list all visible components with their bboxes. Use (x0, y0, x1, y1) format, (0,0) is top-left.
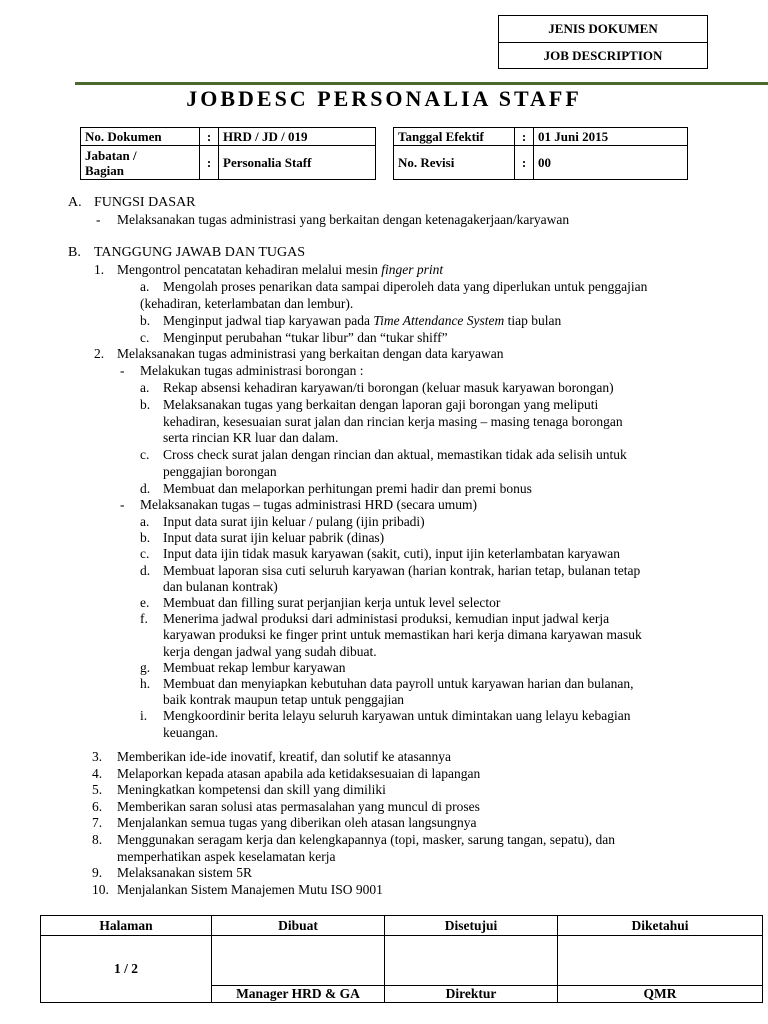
list-item-line: karyawan produksi ke finger print untuk memastikan hari kerja dimana karyawan masuk (163, 627, 642, 643)
no-revisi-value: 00 (534, 146, 688, 180)
jabatan-label (81, 146, 200, 180)
list-item-marker: 5. (92, 782, 103, 798)
list-item-marker: c. (140, 546, 150, 562)
colon: : (200, 128, 219, 146)
item-1c-text: Menginput perubahan “tukar libur” dan “tukar shiff” (163, 330, 448, 345)
list-item-line: Melaksanakan tugas yang berkaitan dengan laporan gaji borongan yang meliputi (163, 396, 599, 412)
list-item-marker: 3. (92, 749, 103, 764)
list-item-marker: b. (140, 530, 151, 546)
list-item-line: Menjalankan Sistem Manajemen Mutu ISO 9001 (117, 881, 383, 897)
item-1b-post: tiap bulan (504, 313, 562, 328)
list-item-line: penggajian borongan (163, 464, 277, 479)
item-1b-pre: Menginput jadwal tiap karyawan pada (163, 313, 374, 328)
tanggal-efektif-value: 01 Juni 2015 (534, 128, 688, 146)
jabatan-value: Personalia Staff (219, 146, 376, 180)
list-item-line: serta rincian KR luar dan dalam. (163, 430, 339, 446)
list-item-line: Input data surat ijin keluar pabrik (dinas) (163, 530, 385, 546)
item-1a-marker: a. (140, 279, 150, 294)
item-1a-line: Mengolah proses penarikan data sampai diperoleh data yang diperlukan untuk penggajian (163, 279, 648, 294)
item-2-dash2-text: Melaksanakan tugas – tugas administrasi HRD (secara umum) (140, 497, 478, 512)
list-item-line: Membuat laporan sisa cuti seluruh karyawan (harian kontrak, harian tetap, bulanan tetap (163, 562, 641, 578)
item-1a-line: (kehadiran, keterlambatan dan lembur). (140, 296, 354, 311)
list-item-line: dan bulanan kontrak) (163, 578, 278, 594)
signature-header: Halaman (41, 916, 212, 936)
list-item-marker: e. (140, 595, 150, 610)
list-item-line: Cross check surat jalan dengan rincian dan aktual, memastikan tidak ada selisih untuk (163, 447, 627, 463)
list-item-line: Input data ijin tidak masuk karyawan (sakit, cuti), input ijin keterlambatan karyawan (163, 546, 620, 562)
list-item-line: Meningkatkan kompetensi dan skill yang dimiliki (117, 782, 386, 798)
list-item-marker: a. (140, 380, 150, 395)
list-item-line: Membuat dan melaporkan perhitungan premi hadir dan premi bonus (163, 480, 532, 496)
list-item-marker: h. (140, 676, 151, 691)
tanggal-efektif-label: Tanggal Efektif (394, 128, 515, 146)
section-a-item-text: Melaksanakan tugas administrasi yang berkaitan dengan ketenagakerjaan/karyawan (117, 212, 570, 227)
item-1-text (117, 262, 443, 279)
section-a-heading: FUNGSI DASAR (94, 195, 196, 210)
list-item-marker: 8. (92, 832, 103, 847)
signature-space (385, 936, 558, 986)
list-item-marker: d. (140, 562, 151, 578)
signature-header: Disetujui (385, 916, 558, 936)
document-type-label: JENIS DOKUMEN (499, 16, 707, 43)
list-item-marker: 6. (92, 798, 103, 814)
header-rule (75, 82, 768, 85)
jabatan-label-line: Bagian (85, 162, 125, 178)
colon: : (515, 146, 534, 180)
list-item-line: Memberikan saran solusi atas permasalahan yang muncul di proses (117, 798, 480, 814)
item-1b-marker: b. (140, 313, 151, 328)
section-b-marker: B. (68, 245, 81, 260)
list-item-marker: c. (140, 447, 150, 463)
signature-space (558, 936, 763, 986)
list-item-line: Memberikan ide-ide inovatif, kreatif, dan solutif ke atasannya (117, 749, 452, 764)
list-item-marker: a. (140, 514, 150, 529)
list-item-marker: g. (140, 659, 151, 675)
document-type-value: JOB DESCRIPTION (543, 48, 663, 63)
list-item-line: baik kontrak maupun tetap untuk penggajian (163, 692, 405, 708)
item-2-dash1-text: Melakukan tugas administrasi borongan : (140, 363, 364, 378)
no-revisi-label: No. Revisi (394, 146, 515, 180)
section-a-item-marker: - (96, 212, 101, 227)
item-1b-text (163, 313, 561, 330)
section-a-marker: A. (68, 195, 82, 210)
item-1b-italic: Time Attendance System (373, 313, 505, 328)
signature-role: QMR (558, 986, 763, 1003)
list-item-line: Menggunakan seragam kerja dan kelengkapannya (topi, masker, sarung tangan, sepatu), dan (117, 832, 616, 847)
list-item-line: memperhatikan aspek keselamatan kerja (117, 848, 336, 864)
list-item-line: Rekap absensi kehadiran karyawan/ti borongan (keluar masuk karyawan borongan) (163, 380, 614, 395)
list-item-line: Melaksanakan sistem 5R (117, 865, 252, 881)
signature-header: Dibuat (212, 916, 385, 936)
list-item-line: Menerima jadwal produksi dari administasi produksi, kemudian input jadwal kerja (163, 611, 610, 627)
list-item-line: Mengkoordinir berita lelayu seluruh karyawan untuk dimintakan uang lelayu kebagian (163, 708, 631, 724)
signature-space (212, 936, 385, 986)
list-item-marker: i. (140, 708, 148, 724)
list-item-marker: 7. (92, 815, 103, 831)
list-item-marker: f. (140, 611, 148, 627)
list-item-line: Melaporkan kepada atasan apabila ada ketidaksesuaian di lapangan (117, 765, 481, 781)
document-info-left (80, 127, 376, 180)
signature-header: Diketahui (558, 916, 763, 936)
signature-role: Manager HRD & GA (212, 986, 385, 1003)
list-item-line: kehadiran, kesesuaian surat jalan dan rincian kerja masing – masing tenaga borongan (163, 413, 623, 429)
item-1-marker: 1. (94, 262, 105, 277)
page-title: JOBDESC PERSONALIA STAFF (186, 86, 582, 111)
list-item-marker: 4. (92, 765, 103, 781)
list-item-marker: 9. (92, 865, 103, 881)
item-1c-marker: c. (140, 330, 150, 345)
list-item-line: Membuat dan menyiapkan kebutuhan data payroll untuk karyawan harian dan bulanan, (163, 676, 634, 691)
document-type-box (498, 15, 708, 69)
list-item-line: Membuat rekap lembur karyawan (163, 659, 346, 675)
signature-table (40, 915, 763, 1003)
list-item-marker: d. (140, 480, 151, 496)
item-2-marker: 2. (94, 346, 105, 361)
list-item-line: kerja dengan jadwal yang sudah dibuat. (163, 643, 377, 659)
list-item-line: keuangan. (163, 724, 219, 740)
list-item-marker: 10. (92, 881, 109, 897)
list-item-line: Input data surat ijin keluar / pulang (ijin pribadi) (163, 514, 425, 529)
no-dokumen-label: No. Dokumen (81, 128, 200, 146)
signature-role: Direktur (385, 986, 558, 1003)
colon: : (515, 128, 534, 146)
item-2-dash-marker: - (120, 363, 125, 378)
jabatan-label-line: Jabatan / (85, 147, 137, 163)
item-1-text-plain: Mengontrol pencatatan kehadiran melalui mesin (117, 262, 382, 277)
document-info-right (393, 127, 688, 180)
list-item-marker: b. (140, 396, 151, 412)
section-b-heading: TANGGUNG JAWAB DAN TUGAS (94, 245, 305, 260)
page-number: 1 / 2 (41, 936, 212, 1003)
list-item-line: Membuat dan filling surat perjanjian kerja untuk level selector (163, 595, 501, 610)
colon: : (200, 146, 219, 180)
no-dokumen-value: HRD / JD / 019 (219, 128, 376, 146)
item-1-text-italic: finger print (381, 262, 444, 277)
list-item-line: Menjalankan semua tugas yang diberikan oleh atasan langsungnya (117, 815, 477, 831)
item-2-text: Melaksanakan tugas administrasi yang berkaitan dengan data karyawan (117, 346, 504, 361)
item-2-dash-marker: - (120, 497, 125, 512)
